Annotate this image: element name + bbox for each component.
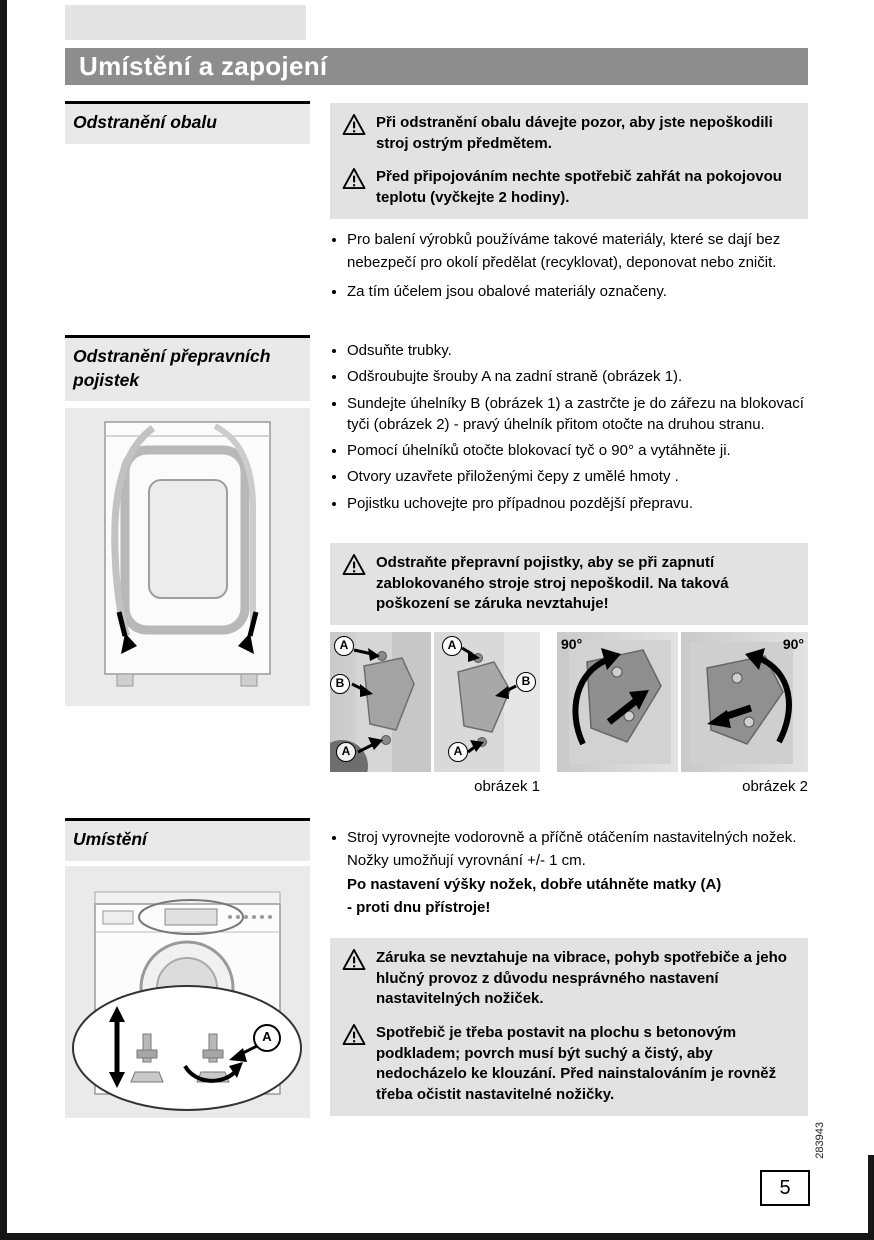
list-item: • Odsuňte trubky. (347, 340, 808, 361)
figure-caption-1: obrázek 1 (474, 778, 540, 795)
warning-box-unpacking (330, 103, 808, 219)
warning-icon (342, 114, 366, 135)
section-heading-label: Umístění (73, 829, 147, 849)
rod-rotation-drawing-2 (681, 632, 808, 772)
transport-bullets (330, 340, 808, 519)
washer-rear-drawing (65, 408, 310, 706)
angle-label: 90° (561, 636, 583, 652)
warning-item (342, 113, 796, 154)
section-heading-label: Odstranění obalu (73, 112, 217, 132)
placement-lead-text: • Stroj vyrovnejte vodorovně a příčně otáčením nastavitelných nožek. Nožky umožňují vyrovnání +/- 1 cm. (347, 829, 797, 870)
page-edge-right (868, 1155, 874, 1240)
placement-bold-text-2: - proti dnu přístroje! (347, 898, 491, 916)
list-item: • Pomocí úhelníků otočte blokovací tyč o 90° a vytáhněte ji. (347, 440, 808, 461)
warning-item (342, 948, 796, 1010)
label-a-circled: A (334, 636, 354, 656)
warning-icon (342, 949, 366, 970)
warning-item (342, 167, 796, 208)
label-a-circled: A (442, 636, 462, 656)
page-edge-left (0, 0, 7, 1240)
page-edge-bottom (0, 1233, 874, 1240)
section-heading-unpacking (65, 101, 310, 144)
warning-box-placement (330, 938, 808, 1116)
list-item: • Pojistku uchovejte pro případnou pozdější přepravu. (347, 493, 808, 514)
list-item: • Otvory uzavřete přiloženými čepy z umělé hmoty . (347, 466, 808, 487)
rod-rotation-drawing-1 (557, 632, 678, 772)
warning-text: Při odstranění obalu dávejte pozor, aby jste nepoškodili stroj ostrým předmětem. (376, 114, 773, 152)
warning-text: Spotřebič je třeba postavit na plochu s betonovým podkladem; povrch musí být suchý a čistý, aby nedocházelo ke klouzání. Před nainstalováním je rovněž třeba očistit nastavitelné nožičky. (376, 1024, 777, 1104)
list-item (347, 826, 808, 919)
placement-bullets (330, 826, 808, 924)
label-a-circled: A (336, 742, 356, 762)
label-a-circled: A (448, 742, 468, 762)
label-b-circled: B (516, 672, 536, 692)
figure-panel-2 (434, 632, 540, 772)
list-item: • Za tím účelem jsou obalové materiály označeny. (347, 280, 808, 303)
washer-rear-illustration (65, 408, 310, 706)
label-b-circled: B (330, 674, 350, 694)
warning-text: Odstraňte přepravní pojistky, aby se při zapnutí zablokovaného stroje stroj nepoškodil. Na taková poškození se záruka nevztahuje! (376, 554, 729, 613)
page-title: Umístění a zapojení (79, 51, 328, 81)
warning-icon (342, 1024, 366, 1045)
title-banner (65, 48, 808, 85)
document-code: 283943 (814, 1122, 826, 1159)
warning-box-transport (330, 543, 808, 625)
warning-text: Záruka se nevztahuje na vibrace, pohyb spotřebiče a jeho hlučný provoz z důvodu nesprávného nastavení nastavitelných nožiček. (376, 949, 787, 1008)
warning-item (342, 1023, 796, 1106)
figure-panel-3 (557, 632, 678, 772)
list-item: • Sundejte úhelníky B (obrázek 1) a zastrčte je do zářezu na blokovací tyči (obrázek 2) - pravý úhelník přitom otočte na druhou stranu. (347, 393, 808, 436)
warning-text: Před připojováním nechte spotřebič zahřát na pokojovou teplotu (vyčkejte 2 hodiny). (376, 168, 782, 207)
section-heading-transport (65, 335, 310, 401)
page-number-box (760, 1170, 810, 1206)
list-item: • Odšroubujte šrouby A na zadní straně (obrázek 1). (347, 366, 808, 387)
washer-front-drawing (65, 866, 310, 1118)
angle-label: 90° (782, 636, 804, 652)
page-number: 5 (779, 1176, 791, 1199)
label-a-circled: A (262, 1029, 272, 1044)
warning-item (342, 553, 796, 615)
placement-bold-text-1: Po nastavení výšky nožek, dobře utáhněte matky (A) (347, 875, 722, 893)
list-item: • Pro balení výrobků používáme takové materiály, které se dají bez nebezpečí pro okolí předělat (recyklovat), deponovat nebo zničit. (347, 228, 808, 275)
washer-front-illustration (65, 866, 310, 1118)
warning-icon (342, 168, 366, 189)
top-gray-strip (65, 5, 306, 40)
figures-row (330, 632, 808, 804)
figure-panel-4 (681, 632, 808, 772)
section-heading-label: Odstranění přepravních pojistek (73, 346, 271, 390)
warning-icon (342, 554, 366, 575)
section-heading-placement (65, 818, 310, 861)
unpacking-bullets (330, 228, 808, 308)
figure-caption-2: obrázek 2 (742, 778, 808, 795)
figure-panel-1 (330, 632, 431, 772)
